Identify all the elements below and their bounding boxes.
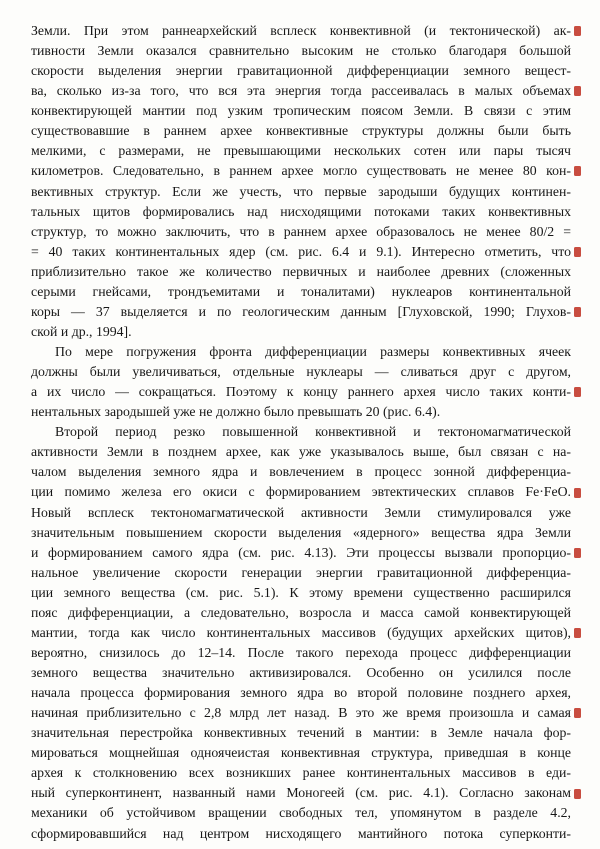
text-line [31, 563, 571, 583]
text-line-content: Второй период резко повышенной конвективной и тектономагматической [55, 424, 571, 440]
text-line [31, 743, 571, 763]
text-line-content: чалом выделения земного ядра и вовлечением в процесс зонной дифференциа- [31, 464, 571, 480]
text-line-content: сформировавшийся над центром нисходящего мантийного потока суперконти- [31, 825, 571, 841]
text-line-content: мантии, тогда как число континентальных массивов (будущих архейских щитов), [31, 624, 571, 640]
text-line-content: структур, то можно заключить, что в раннем архее образовалось не менее 80/2 = [31, 223, 571, 239]
text-line [31, 121, 571, 141]
text-line-content: вективных структур. Если же учесть, что первые зародыши будущих континен- [31, 183, 571, 199]
text-line-content: мелкими, с размерами, не превышающими нескольких сотен или пары тысяч [31, 143, 571, 159]
text-line-content: архея к столкновению всех возникших ранее континентальных массивов в еди- [31, 765, 571, 781]
text-line [31, 362, 571, 382]
text-line-content: приблизительно такое же количество первичных и наиболее древних (сложенных [31, 263, 571, 279]
line-end-red-marker-icon [574, 387, 581, 397]
text-line [31, 242, 571, 262]
text-line [31, 723, 571, 743]
text-line-content: скорости выделения энергии гравитационной дифференциации земного вещест- [31, 63, 571, 79]
text-line-content: нентальных зародышей уже не должно было превышать 20 (рис. 6.4). [31, 404, 441, 420]
text-line [31, 342, 571, 362]
text-line [31, 623, 571, 643]
line-end-red-marker-icon [574, 26, 581, 36]
text-line [31, 402, 571, 422]
text-line [31, 603, 571, 623]
text-line [31, 202, 571, 222]
text-line [31, 763, 571, 783]
text-line [31, 262, 571, 282]
text-line-content: коры — 37 выделяется и по геологическим данным [Глуховской, 1990; Глухов- [31, 303, 571, 319]
text-line-content: земного вещества значительно активизировался. Особенно он усилился после [31, 665, 571, 680]
text-line-content: значительная перестройка конвективных течений в мантии: в Земле начала фор- [31, 725, 571, 741]
text-line [31, 222, 571, 242]
text-line [31, 783, 571, 803]
text-line-content: Земли. При этом раннеархейский всплеск конвективной (и тектонической) ак- [31, 23, 571, 38]
paragraph [31, 342, 571, 422]
text-line-content: тальных щитов формировались над нисходящими потоками таких конвективных [31, 203, 571, 219]
text-line [31, 422, 571, 442]
text-line [31, 282, 571, 302]
text-line-content: мироваться мощнейшая одноячеистая конвективная структура, приведшая в конце [31, 745, 571, 761]
text-line-content: пояс дифференциации, а следовательно, возросла и масса самой конвектирующей [31, 604, 571, 620]
text-line [31, 703, 571, 723]
text-line-content: должны были увеличиваться, отдельные нуклеары — сливаться друг с другом, [31, 364, 571, 380]
text-line-content: ный суперконтинент, названный нами Моногеей (см. рис. 4.1). Согласно законам [31, 785, 571, 801]
text-line [31, 302, 571, 322]
line-end-red-marker-icon [574, 548, 581, 558]
line-end-red-marker-icon [574, 488, 581, 498]
line-end-red-marker-icon [574, 86, 581, 96]
text-line-content: начала процесса формирования земного ядра во второй половине позднего архея, [31, 685, 571, 701]
text-line [31, 482, 571, 502]
text-line [31, 803, 571, 823]
text-line-content: ва, сколько из-за того, что вся эта энергия тогда рассеивалась в малых объемах [31, 83, 571, 99]
text-line-content: ции земного вещества (см. рис. 5.1). К этому времени существенно расширился [31, 584, 571, 600]
text-line [31, 141, 571, 161]
text-line [31, 322, 571, 342]
line-end-red-marker-icon [574, 789, 581, 799]
text-line-content: существовавшие в раннем архее конвективные структуры должны были быть [31, 123, 571, 139]
text-line [31, 101, 571, 121]
line-end-red-marker-icon [574, 307, 581, 317]
text-line [31, 523, 571, 543]
text-line-content: конвектирующей мантии под узким тропическим поясом Земли. В связи с этим [31, 103, 571, 119]
paragraph [31, 422, 571, 843]
text-line-content: = 40 таких континентальных ядер (см. рис. 6.4 и 9.1). Интересно отметить, что [31, 243, 571, 259]
text-line [31, 583, 571, 603]
text-line [31, 21, 571, 41]
text-line-content: тивности Земли оказался сравнительно высоким не столько благодаря большой [31, 43, 571, 59]
text-line [31, 161, 571, 181]
text-line [31, 442, 571, 462]
text-line-content: а их число — сокращаться. Поэтому к концу раннего архея число таких конти- [31, 384, 571, 400]
line-end-red-marker-icon [574, 247, 581, 257]
text-line-content: нальное увеличение скорости генерации энергии гравитационной дифференциа- [31, 564, 571, 580]
text-line [31, 382, 571, 402]
text-line-content: серыми гнейсами, трондъемитами и тоналитами) нуклеаров континентальной [31, 283, 571, 299]
text-line-content: механики об устойчивом вращении свободных тел, упомянутом в разделе 4.2, [31, 805, 571, 821]
paragraph [31, 21, 571, 342]
text-line [31, 643, 571, 663]
text-block [31, 21, 571, 844]
text-line-content: ской и др., 1994]. [31, 323, 132, 339]
text-line [31, 824, 571, 844]
text-line-content: вероятно, снизилось до 12–14. После такого перехода процесс дифференциации [31, 644, 571, 660]
text-line [31, 683, 571, 703]
text-line [31, 81, 571, 101]
text-line-content: начиная приблизительно с 2,8 млрд лет назад. В это же время произошла и самая [31, 705, 571, 721]
text-line-content: и формированием самого ядра (см. рис. 4.13). Эти процессы вызвали пропорцио- [31, 544, 571, 560]
text-line-content: Новый всплеск тектономагматической активности Земли стимулировался уже [31, 504, 571, 520]
line-end-red-marker-icon [574, 166, 581, 176]
text-line [31, 61, 571, 81]
text-line [31, 503, 571, 523]
text-line [31, 543, 571, 563]
text-line [31, 663, 571, 683]
text-line [31, 41, 571, 61]
text-line-content: километров. Следовательно, в раннем архее могло существовать не менее 80 кон- [31, 163, 571, 179]
text-line-content: По мере погружения фронта дифференциации размеры конвективных ячеек [55, 344, 571, 359]
text-line-content: активности Земли в позднем архее, как уже указывалось выше, был связан с на- [31, 444, 571, 460]
text-line [31, 462, 571, 482]
text-line-content: ции помимо железа его окиси с формированием эвтектических сплавов Fe·FeO. [31, 484, 571, 500]
text-line-content: значительным повышением скорости выделения «ядерного» вещества ядра Земли [31, 524, 571, 540]
text-line [31, 182, 571, 202]
line-end-red-marker-icon [574, 708, 581, 718]
line-end-red-marker-icon [574, 628, 581, 638]
